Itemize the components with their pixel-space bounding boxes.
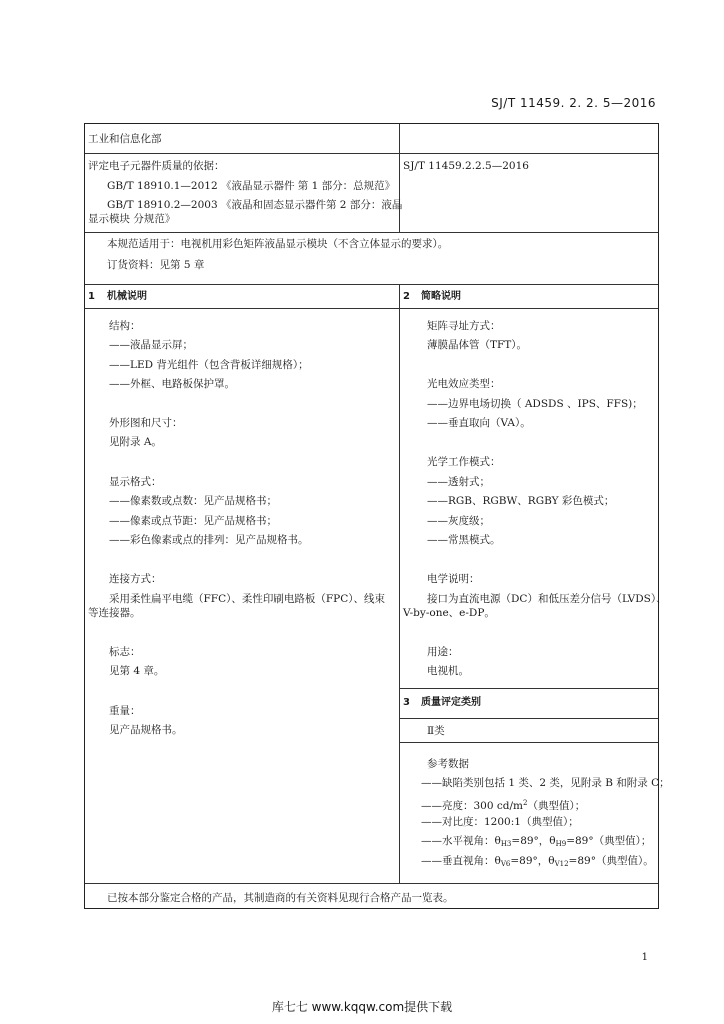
row-divider — [85, 232, 658, 233]
reference-horizontal-angle: ——水平视角：$\theta_{H3}=89^\circ$，$\theta_{H9}=89^\circ$（典型值）； — [421, 835, 652, 848]
list-item: ——常黑模式。 — [427, 534, 501, 546]
list-item: ——液晶显示屏； — [109, 339, 193, 351]
row-divider — [85, 153, 658, 154]
basis-title: 评定电子元器件质量的依据： — [88, 160, 225, 172]
list-item: ——外框、电路板保护罩。 — [109, 378, 235, 390]
optical-mode-label: 光学工作模式： — [427, 456, 501, 468]
matrix-label: 矩阵寻址方式： — [427, 320, 501, 332]
list-item: ——灰度级； — [427, 515, 490, 527]
column-divider — [399, 284, 400, 883]
standard-number: SJ/T 11459. 2. 2. 5—2016 — [491, 96, 656, 110]
usage-label: 用途： — [427, 646, 459, 658]
row-divider — [85, 308, 658, 309]
connection-text: 采用柔性扁平电缆（FFC）、柔性印刷电路板（FPC）、线束 — [109, 593, 385, 605]
list-item: ——边界电场切换（ ADSDS 、IPS、FFS)； — [427, 398, 643, 410]
page-number: 1 — [641, 952, 648, 963]
electrical-label: 电学说明： — [427, 573, 480, 585]
footer-note: 已按本部分鉴定合格的产品，其制造商的有关资料见现行合格产品一览表。 — [107, 892, 454, 904]
list-item: ——垂直取向（VA）。 — [427, 417, 531, 429]
basis-reference: GB/T 18910.1—2012 《液晶显示器件 第 1 部分：总规范》 — [107, 180, 396, 192]
section-number: 2 — [403, 291, 410, 302]
list-item: ——RGB、RGBW、RGBY 彩色模式； — [427, 495, 615, 507]
row-divider — [85, 284, 658, 285]
section-number: 1 — [88, 291, 95, 302]
reference-brightness: ——亮度：300 $cd/m^2$（典型值）； — [421, 799, 586, 812]
download-footer[interactable]: 库七七 www.kqqw.com提供下载 — [271, 1000, 453, 1014]
connection-label: 连接方式： — [109, 573, 162, 585]
quality-category: Ⅱ类 — [427, 725, 445, 737]
scope-text: 本规范适用于：电视机用彩色矩阵液晶显示模块（不含立体显示的要求）。 — [107, 238, 449, 250]
display-format-label: 显示格式： — [109, 476, 162, 488]
structure-label: 结构： — [109, 320, 141, 332]
marking-value: 见第 4 章。 — [109, 665, 165, 677]
row-divider — [399, 718, 658, 719]
ordering-text: 订货资料：见第 5 章 — [107, 259, 205, 271]
list-item: ——像素数或点数：见产品规格书； — [109, 495, 277, 507]
reference-contrast: ——对比度：1200:1（典型值）； — [421, 816, 579, 828]
electrical-text: V-by-one、e-DP。 — [403, 607, 495, 619]
connection-text: 等连接器。 — [88, 607, 141, 619]
section-title: 机械说明 — [107, 291, 147, 302]
basis-reference: GB/T 18910.2—2003 《液晶和固态显示器件第 2 部分：液晶 — [107, 199, 403, 211]
spec-table — [84, 123, 670, 909]
usage-value: 电视机。 — [427, 665, 469, 677]
list-item: ——LED 背光组件（包含背板详细规格）； — [109, 359, 309, 371]
matrix-value: 薄膜晶体管（TFT）。 — [427, 339, 528, 351]
outline-label: 外形图和尺寸： — [109, 417, 183, 429]
marking-label: 标志： — [109, 646, 141, 658]
reference-vertical-angle: ——垂直视角：$\theta_{V6}=89^\circ$，$\theta_{V12}=89^\circ$（典型值）。 — [421, 855, 654, 868]
document-number: SJ/T 11459.2.2.5—2016 — [403, 160, 529, 172]
column-divider — [399, 124, 400, 232]
reference-data-label: 参考数据 — [427, 758, 469, 770]
weight-value: 见产品规格书。 — [109, 724, 183, 736]
section-title: 质量评定类别 — [421, 697, 481, 708]
electrical-text: 接口为直流电源（DC）和低压差分信号（LVDS）、 — [427, 593, 667, 605]
reference-defects: ——缺陷类别包括 1 类、2 类，见附录 B 和附录 C； — [421, 777, 670, 789]
electro-optic-label: 光电效应类型： — [427, 378, 501, 390]
row-divider — [399, 742, 658, 743]
basis-reference: 显示模块 分规范》 — [88, 213, 176, 225]
list-item: ——透射式； — [427, 476, 490, 488]
row-divider — [399, 688, 658, 689]
ministry-name: 工业和信息化部 — [88, 133, 162, 145]
list-item: ——彩色像素或点的排列：见产品规格书。 — [109, 534, 309, 546]
list-item: ——像素或点节距：见产品规格书； — [109, 515, 277, 527]
section-title: 简略说明 — [421, 291, 461, 302]
row-divider — [85, 883, 658, 884]
outline-value: 见附录 A。 — [109, 436, 162, 448]
section-number: 3 — [403, 697, 410, 708]
weight-label: 重量： — [109, 705, 141, 717]
